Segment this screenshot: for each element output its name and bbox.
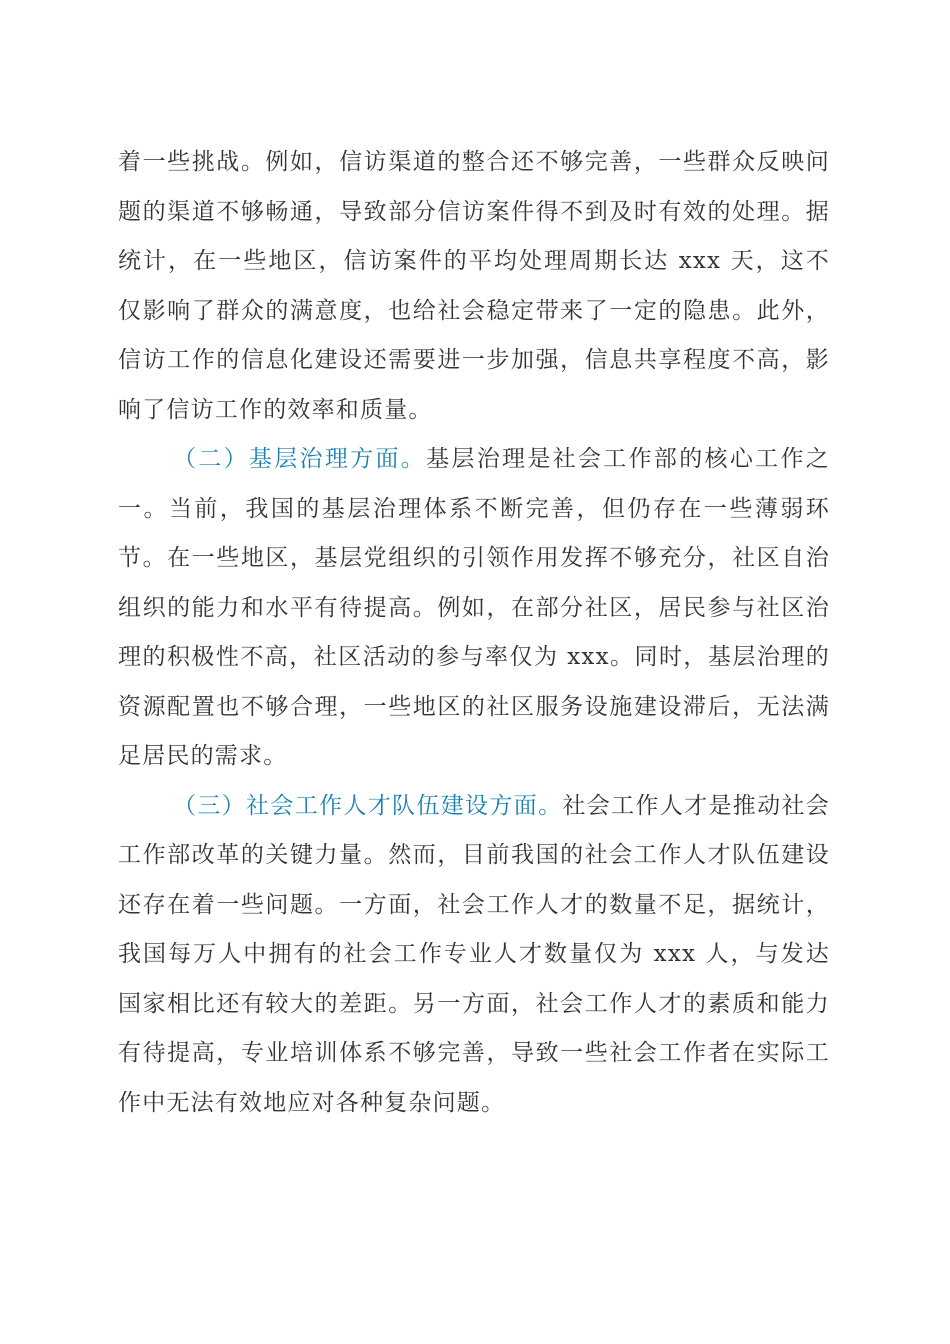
- document-body: [118, 138, 830, 1128]
- paragraph-text: 社会工作人才是推动社会工作部改革的关键力量。然而，目前我国的社会工作人才队伍建设还存在着一些问题。一方面，社会工作人才的数量不足，据统计，我国每万人中拥有的社会工作专业人才数量仅为 xxx 人，与发达国家相比还有较大的差距。另一方面，社会工作人才的素质和能力有待提高，专业培训体系不够完善，导致一些社会工作者在实际工作中无法有效地应对各种复杂问题。: [118, 792, 831, 1116]
- paragraph-grassroots-governance: [118, 435, 830, 782]
- paragraph-text: 着一些挑战。例如，信访渠道的整合还不够完善，一些群众反映问题的渠道不够畅通，导致部分信访案件得不到及时有效的处理。据统计，在一些地区，信访案件的平均处理周期长达 xxx 天，这不仅影响了群众的满意度，也给社会稳定带来了一定的隐患。此外，信访工作的信息化建设还需要进一步加强，信息共享程度不高，影响了信访工作的效率和质量。: [118, 149, 830, 423]
- paragraph-continuation: [118, 138, 830, 435]
- section-heading-grassroots-governance: （二）基层治理方面。: [173, 446, 427, 472]
- paragraph-text: 基层治理是社会工作部的核心工作之一。当前，我国的基层治理体系不断完善，但仍存在一些薄弱环节。在一些地区，基层党组织的引领作用发挥不够充分，社区自治组织的能力和水平有待提高。例如，在部分社区，居民参与社区治理的积极性不高，社区活动的参与率仅为 xxx。同时，基层治理的资源配置也不够合理，一些地区的社区服务设施建设滞后，无法满足居民的需求。: [118, 446, 831, 769]
- section-heading-social-work-talent: （三）社会工作人才队伍建设方面。: [173, 792, 563, 819]
- paragraph-social-work-talent: [118, 782, 830, 1129]
